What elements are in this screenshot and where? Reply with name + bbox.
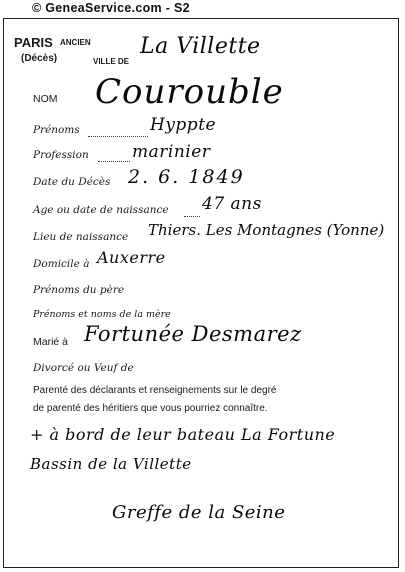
parente-line-2: de parenté des héritiers que vous pourriez connaître. bbox=[33, 403, 268, 414]
prenoms-label: Prénoms bbox=[33, 124, 80, 136]
lieu-value: Thiers. Les Montagnes (Yonne) bbox=[148, 221, 385, 239]
parente-line-1: Parenté des déclarants et renseignements sur le degré bbox=[33, 385, 277, 396]
note-line-2: Bassin de la Villette bbox=[30, 455, 192, 473]
age-dotline bbox=[184, 216, 200, 217]
record-type: (Décès) bbox=[21, 53, 58, 64]
lieu-label: Lieu de naissance bbox=[33, 231, 129, 243]
source-watermark: © GeneaService.com - S2 bbox=[32, 1, 190, 15]
domicile-label: Domicile à bbox=[33, 258, 90, 270]
nom-label: NOM bbox=[33, 93, 58, 105]
note-line-1: + à bord de leur bateau La Fortune bbox=[30, 425, 336, 444]
prenoms-dotline bbox=[88, 136, 148, 137]
mere-label: Prénoms et noms de la mère bbox=[33, 309, 171, 320]
ville-label: VILLE DE bbox=[93, 57, 130, 66]
date-value: 2. 6. 1849 bbox=[128, 166, 245, 188]
profession-dotline bbox=[98, 161, 130, 162]
prenoms-value: Hyppte bbox=[150, 115, 217, 135]
pere-label: Prénoms du père bbox=[33, 284, 125, 296]
domicile-value: Auxerre bbox=[97, 248, 166, 267]
marie-value: Fortunée Desmarez bbox=[84, 322, 302, 346]
nom-value: Courouble bbox=[95, 72, 284, 112]
ville-value: La Villette bbox=[140, 34, 261, 59]
profession-label: Profession bbox=[33, 149, 89, 161]
age-label: Age ou date de naissance bbox=[33, 204, 169, 216]
age-value: 47 ans bbox=[202, 194, 262, 214]
city-ancien: ANCIEN bbox=[60, 38, 91, 47]
city-prefix: PARIS bbox=[14, 35, 53, 50]
divorce-label: Divorcé ou Veuf de bbox=[33, 362, 134, 374]
marie-label: Marié à bbox=[33, 336, 69, 348]
note-line-3: Greffe de la Seine bbox=[112, 502, 286, 523]
date-label: Date du Décès bbox=[33, 176, 111, 188]
profession-value: marinier bbox=[132, 142, 211, 162]
